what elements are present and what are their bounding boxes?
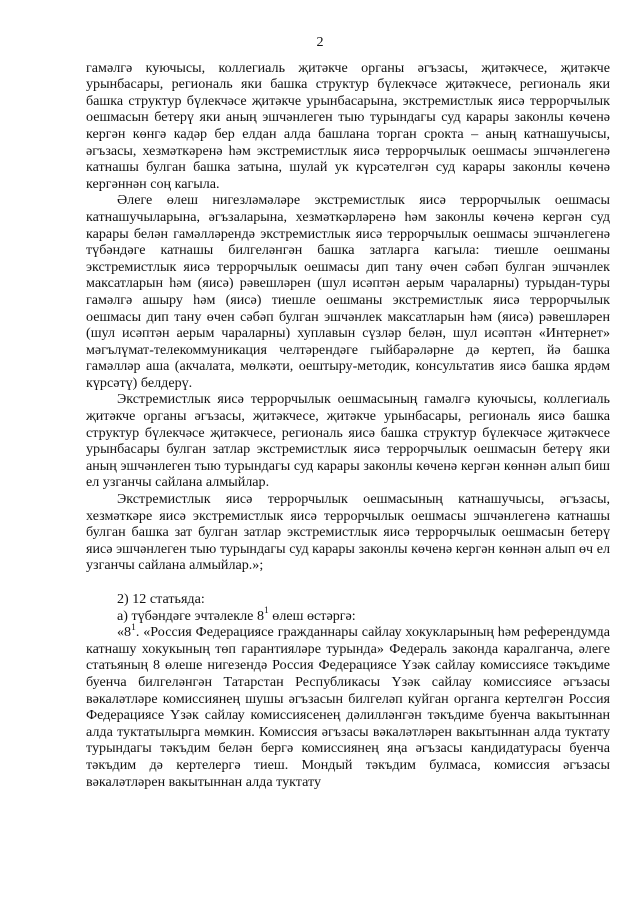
item-a-after: өлеш өстәргә: [268, 607, 356, 624]
paragraph-founders: Экстремистлык яисә террорчылык оешмасының гамәлгә куючысы, коллегиаль җитәкче органы әгъзасы, җитәкчесе, җитәкче урынбасары, региональ яисә башка структур бүлекчәсе җитәкчесе, региональ яисә башка структур бүлекчәсе җитәкчесе урынбасары булган затлар экстремистлык яисә террорчылык оешмасын бетерү яки аның эшчәнлеген тыю турындагы суд карары законлы көченә кергән көннән алып биш ел узганчы сайлана алмыйлар. [86, 391, 610, 491]
quote-paragraph [86, 624, 610, 790]
item-a-before: а) түбәндәге эчтәлекле 8 [117, 607, 264, 624]
paragraph-continuation: гамәлгә куючысы, коллегиаль җитәкче органы әгъзасы, җитәкчесе, җитәкче урынбасары, региональ яки башка структур бүлекчәсе җитәкчесе, региональ яки башка структур бүлекчәсе җитәкче урынбасарына, экстремистлык яисә террорчылык оешмасын бетерү яки аның эшчәнлеген тыю турындагы суд карары законлы көченә кергән көнгә кадәр бер елдан алда башлана торган срокта – аның катнашучысы, әгъзасы, хезмәткәренә һәм экстремистлык яисә террорчылык оешмасы эшчәнлегенә катнашы булган башка затына, шулай ук күрсәтелгән суд карары законлы көченә кергәннән соң кагыла. [86, 59, 610, 192]
paragraph-members: Экстремистлык яисә террорчылык оешмасының катнашучысы, әгъзасы, хезмәткәре яисә экстремистлык яисә террорчылык оешмасы эшчәнлегенә катнашы булган башка зат булган затлар экстремистлык яисә террорчылык оешмасын бетерү яисә эшчәнлеген тыю турындагы суд карары законлы көченә кергән көннән алып өч ел узганчы сайлана алмыйлар.»; [86, 491, 610, 574]
quote-text: . «Россия Федерациясе гражданнары сайлау хокукларының һәм референдумда катнашу хокукының төп гарантияләре турында» Федераль законда каралганча, әлеге статьяның 8 өлеше нигезендә Россия Федерациясе Үзәк сайлау комиссиясе тәкъдиме буенча билгеләнгән Татарстан Республикасы Үзәк сайлау комиссиясе әгъзасы вәкаләтләре комиссиянең шушы әгъзасын билгеләп куйган органга кертелгән Россия Федерациясе Үзәк сайлау комиссиясенең дәлилләнгән тәкъдиме буенча вакытыннан алда туктатылырга мөмкин. Комиссия әгъзасы вәкаләтләрен вакытыннан алда туктату турындагы тәкъдим белән бергә комиссиянең яңа әгъзасы кандидатурасы буенча тәкъдим дә кертелергә тиеш. Мондый тәкъдим булмаса, комиссия әгъзасы вәкаләтләрен вакытыннан алда туктату [86, 624, 610, 790]
paragraph-gap [86, 574, 610, 591]
page-number: 2 [316, 34, 324, 50]
paragraph-provisions: Әлеге өлеш нигезләмәләре экстремистлык яисә террорчылык оешмасы катнашучыларына, әгъзаларына, хезмәткәрләренә һәм законлы көченә кергән суд карары белән гамәлләрендә экстремистлык яисә террорчылык оешмасы эшчәнлегенә түбәндәге катнашы билгеләнгән башка затларга кагыла: тиешле оешманы экстремистлык яисә террорчылык оешмасы дип тану өчен сәбәп булган эшчәнлек максатларын һәм (яисә) рәвешләрен (шул исәптән аерым чараларны) турыдан-туры гамәлгә ашыру һәм (яисә) тиешле оешманы экстремистлык яисә террорчылык оешмасы дип тану өчен сәбәп булган эшчәнлек максатларын һәм (яисә) рәвешләрен (шул исәптән аерым чараларны) хуплавын сүзләр белән, шул исәптән «Интернет» мәгълүмат-телекоммуникация челтәрендәге гыйбарәләрне дә кертеп, йә башка гамәлләр аша (акчалата, мөлкәти, оештыру-методик, консультатив яисә башка ярдәм күрсәтү) белдерү. [86, 192, 610, 391]
item-a [86, 605, 610, 625]
quote-open: «8 [117, 624, 132, 641]
item-heading: 2) 12 статьяда: [117, 591, 205, 607]
item-a-sup: 1 [264, 605, 269, 616]
quote-sup: 1 [131, 622, 136, 633]
